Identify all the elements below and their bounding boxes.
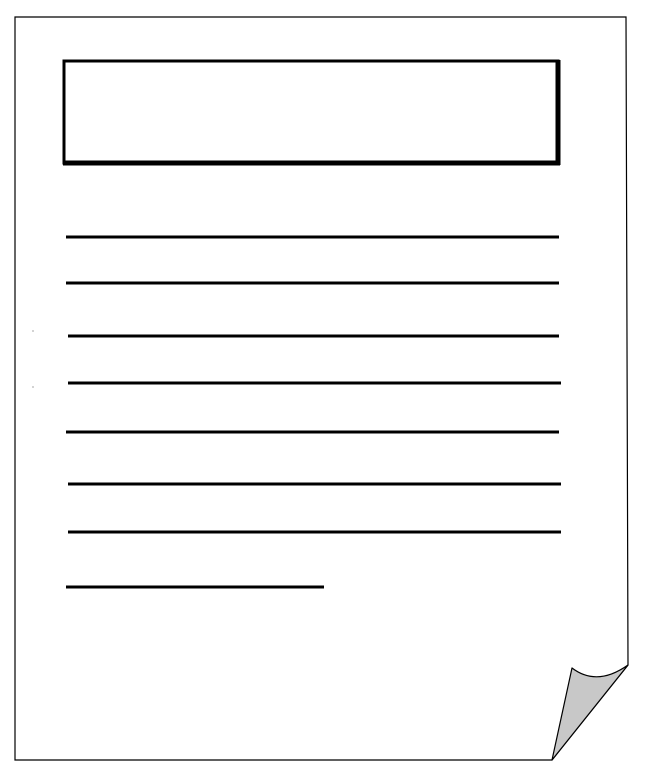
title-box <box>64 61 558 163</box>
stray-dot <box>32 330 33 331</box>
stray-dot <box>32 386 33 387</box>
